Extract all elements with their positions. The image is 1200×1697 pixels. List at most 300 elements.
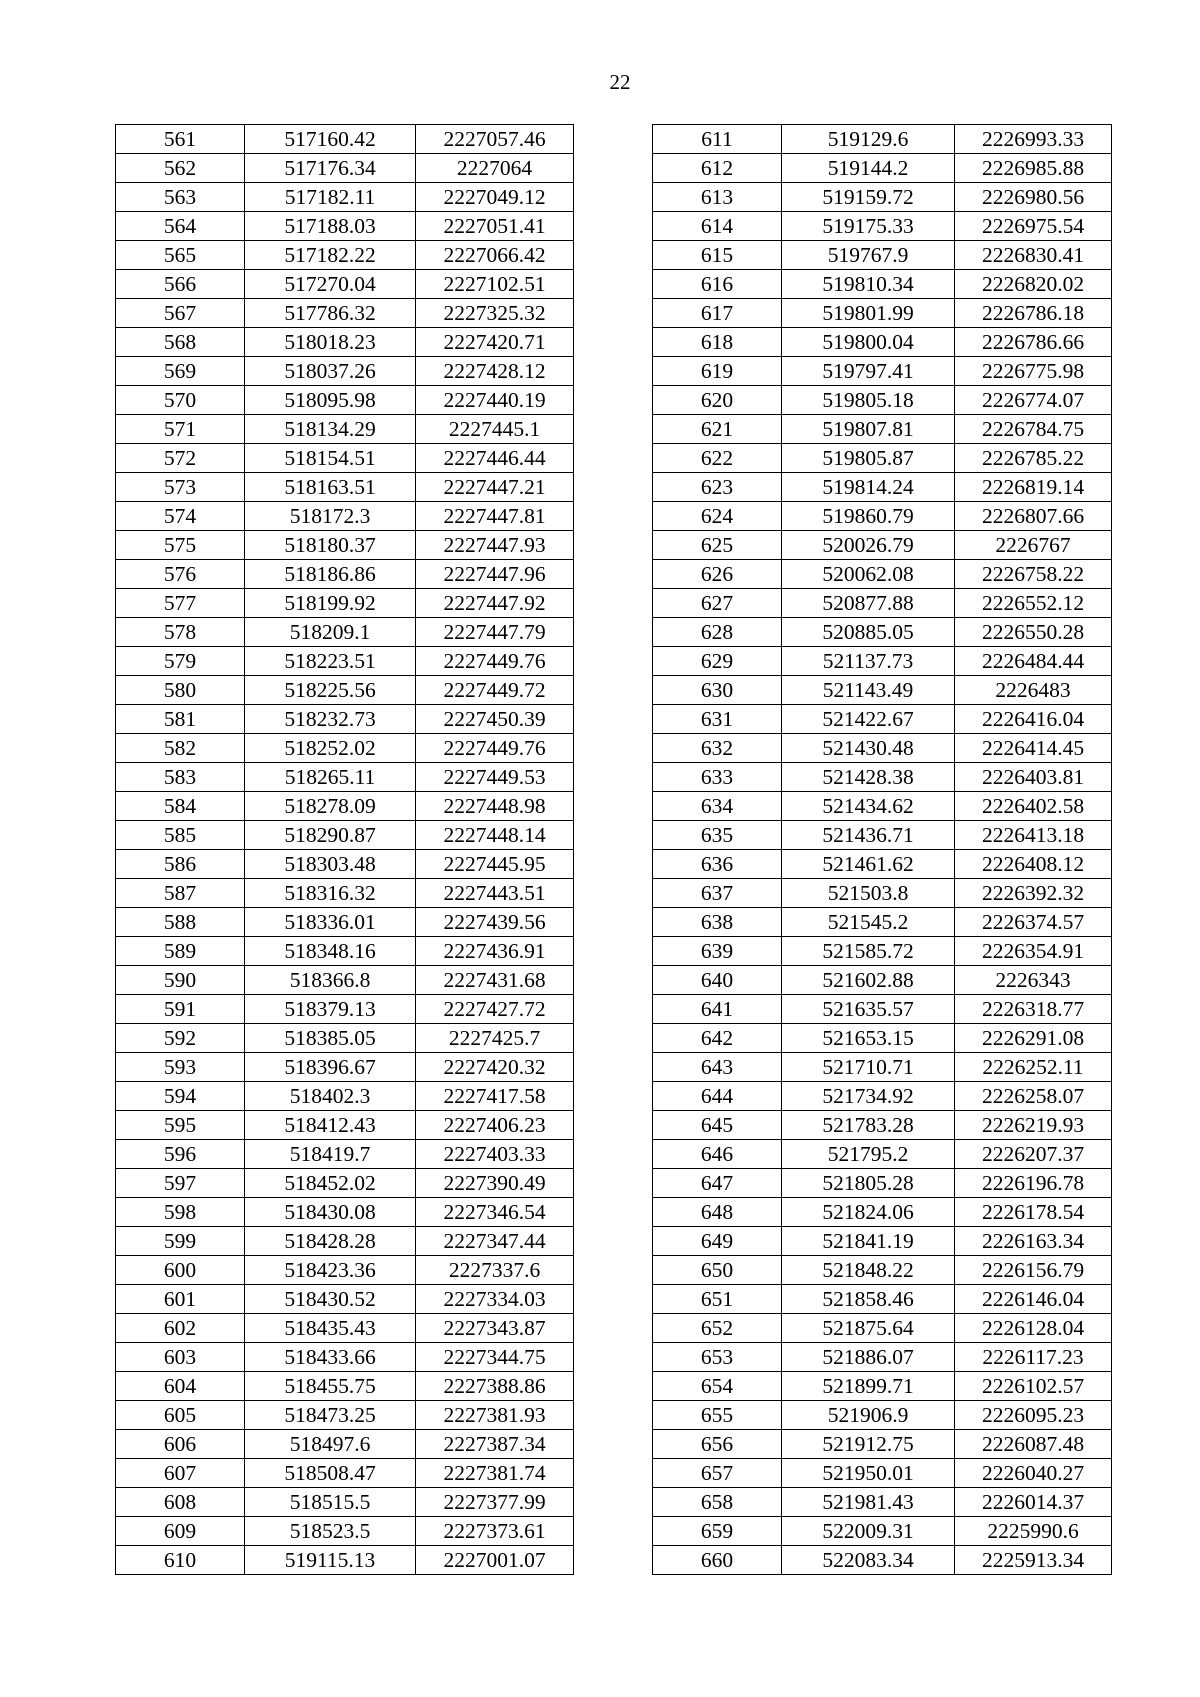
table-row — [653, 1198, 1112, 1227]
point-number-cell: 598 — [116, 1198, 245, 1227]
point-number-cell: 618 — [653, 328, 782, 357]
y-coordinate-cell: 2226258.07 — [955, 1082, 1112, 1111]
x-coordinate-cell: 520062.08 — [782, 560, 955, 589]
table-row — [116, 473, 574, 502]
table-row — [116, 676, 574, 705]
table-row — [653, 212, 1112, 241]
x-coordinate-cell: 521461.62 — [782, 850, 955, 879]
y-coordinate-cell: 2226219.93 — [955, 1111, 1112, 1140]
table-row — [116, 1372, 574, 1401]
x-coordinate-cell: 518265.11 — [245, 763, 416, 792]
x-coordinate-cell: 521824.06 — [782, 1198, 955, 1227]
table-row — [116, 1111, 574, 1140]
point-number-cell: 567 — [116, 299, 245, 328]
x-coordinate-cell: 518396.67 — [245, 1053, 416, 1082]
y-coordinate-cell: 2226819.14 — [955, 473, 1112, 502]
point-number-cell: 641 — [653, 995, 782, 1024]
x-coordinate-cell: 518423.36 — [245, 1256, 416, 1285]
table-row — [116, 850, 574, 879]
table-row — [116, 299, 574, 328]
table-row — [116, 1256, 574, 1285]
x-coordinate-cell: 521434.62 — [782, 792, 955, 821]
table-row — [116, 415, 574, 444]
x-coordinate-cell: 521428.38 — [782, 763, 955, 792]
table-row — [653, 879, 1112, 908]
table-row — [653, 1169, 1112, 1198]
x-coordinate-cell: 522083.34 — [782, 1546, 955, 1575]
table-row — [653, 1053, 1112, 1082]
x-coordinate-cell: 518225.56 — [245, 676, 416, 705]
point-number-cell: 643 — [653, 1053, 782, 1082]
x-coordinate-cell: 517188.03 — [245, 212, 416, 241]
table-row — [653, 125, 1112, 154]
x-coordinate-cell: 518186.86 — [245, 560, 416, 589]
table-row — [653, 1024, 1112, 1053]
table-row — [116, 183, 574, 212]
x-coordinate-cell: 517270.04 — [245, 270, 416, 299]
x-coordinate-cell: 522009.31 — [782, 1517, 955, 1546]
point-number-cell: 574 — [116, 502, 245, 531]
table-row — [653, 270, 1112, 299]
x-coordinate-cell: 521848.22 — [782, 1256, 955, 1285]
y-coordinate-cell: 2227051.41 — [416, 212, 574, 241]
table-row — [116, 125, 574, 154]
x-coordinate-cell: 521734.92 — [782, 1082, 955, 1111]
table-row — [116, 1140, 574, 1169]
x-coordinate-cell: 517182.11 — [245, 183, 416, 212]
x-coordinate-cell: 519144.2 — [782, 154, 955, 183]
table-row — [653, 676, 1112, 705]
y-coordinate-cell: 2227425.7 — [416, 1024, 574, 1053]
point-number-cell: 573 — [116, 473, 245, 502]
point-number-cell: 590 — [116, 966, 245, 995]
x-coordinate-cell: 518134.29 — [245, 415, 416, 444]
y-coordinate-cell: 2226095.23 — [955, 1401, 1112, 1430]
point-number-cell: 615 — [653, 241, 782, 270]
table-row — [116, 328, 574, 357]
y-coordinate-cell: 2227449.76 — [416, 647, 574, 676]
x-coordinate-cell: 518385.05 — [245, 1024, 416, 1053]
table-row — [116, 966, 574, 995]
x-coordinate-cell: 518523.5 — [245, 1517, 416, 1546]
point-number-cell: 629 — [653, 647, 782, 676]
point-number-cell: 650 — [653, 1256, 782, 1285]
x-coordinate-cell: 518379.13 — [245, 995, 416, 1024]
point-number-cell: 595 — [116, 1111, 245, 1140]
table-row — [116, 1053, 574, 1082]
table-row — [653, 386, 1112, 415]
y-coordinate-cell: 2227381.74 — [416, 1459, 574, 1488]
x-coordinate-cell: 521585.72 — [782, 937, 955, 966]
x-coordinate-cell: 519797.41 — [782, 357, 955, 386]
y-coordinate-cell: 2226146.04 — [955, 1285, 1112, 1314]
x-coordinate-cell: 518430.08 — [245, 1198, 416, 1227]
x-coordinate-cell: 519814.24 — [782, 473, 955, 502]
x-coordinate-cell: 519860.79 — [782, 502, 955, 531]
table-row — [116, 1227, 574, 1256]
y-coordinate-cell: 2227447.81 — [416, 502, 574, 531]
x-coordinate-cell: 518290.87 — [245, 821, 416, 850]
point-number-cell: 622 — [653, 444, 782, 473]
table-row — [653, 1546, 1112, 1575]
y-coordinate-cell: 2227448.14 — [416, 821, 574, 850]
table-row — [116, 589, 574, 618]
y-coordinate-cell: 2227403.33 — [416, 1140, 574, 1169]
x-coordinate-cell: 518232.73 — [245, 705, 416, 734]
point-number-cell: 630 — [653, 676, 782, 705]
x-coordinate-cell: 518428.28 — [245, 1227, 416, 1256]
x-coordinate-cell: 521875.64 — [782, 1314, 955, 1343]
table-row — [653, 1488, 1112, 1517]
point-number-cell: 601 — [116, 1285, 245, 1314]
y-coordinate-cell: 2227347.44 — [416, 1227, 574, 1256]
y-coordinate-cell: 2226786.18 — [955, 299, 1112, 328]
point-number-cell: 599 — [116, 1227, 245, 1256]
x-coordinate-cell: 521137.73 — [782, 647, 955, 676]
x-coordinate-cell: 518419.7 — [245, 1140, 416, 1169]
y-coordinate-cell: 2227001.07 — [416, 1546, 574, 1575]
x-coordinate-cell: 520877.88 — [782, 589, 955, 618]
point-number-cell: 565 — [116, 241, 245, 270]
y-coordinate-cell: 2227066.42 — [416, 241, 574, 270]
y-coordinate-cell: 2226402.58 — [955, 792, 1112, 821]
y-coordinate-cell: 2227449.53 — [416, 763, 574, 792]
point-number-cell: 633 — [653, 763, 782, 792]
y-coordinate-cell: 2227440.19 — [416, 386, 574, 415]
table-row — [653, 328, 1112, 357]
table-row — [653, 1285, 1112, 1314]
x-coordinate-cell: 518154.51 — [245, 444, 416, 473]
y-coordinate-cell: 2227420.71 — [416, 328, 574, 357]
table-row — [116, 357, 574, 386]
table-row — [116, 560, 574, 589]
point-number-cell: 607 — [116, 1459, 245, 1488]
x-coordinate-cell: 518199.92 — [245, 589, 416, 618]
table-row — [653, 1459, 1112, 1488]
table-row — [653, 821, 1112, 850]
point-number-cell: 575 — [116, 531, 245, 560]
point-number-cell: 608 — [116, 1488, 245, 1517]
point-number-cell: 647 — [653, 1169, 782, 1198]
y-coordinate-cell: 2226483 — [955, 676, 1112, 705]
x-coordinate-cell: 521805.28 — [782, 1169, 955, 1198]
x-coordinate-cell: 521899.71 — [782, 1372, 955, 1401]
point-number-cell: 603 — [116, 1343, 245, 1372]
x-coordinate-cell: 521710.71 — [782, 1053, 955, 1082]
point-number-cell: 648 — [653, 1198, 782, 1227]
point-number-cell: 635 — [653, 821, 782, 850]
point-number-cell: 584 — [116, 792, 245, 821]
table-row — [653, 154, 1112, 183]
y-coordinate-cell: 2227417.58 — [416, 1082, 574, 1111]
x-coordinate-cell: 521430.48 — [782, 734, 955, 763]
x-coordinate-cell: 518095.98 — [245, 386, 416, 415]
y-coordinate-cell: 2227428.12 — [416, 357, 574, 386]
x-coordinate-cell: 521906.9 — [782, 1401, 955, 1430]
table-row — [116, 1401, 574, 1430]
x-coordinate-cell: 521912.75 — [782, 1430, 955, 1459]
table-row — [653, 502, 1112, 531]
table-row — [653, 1111, 1112, 1140]
table-row — [653, 850, 1112, 879]
table-row — [116, 937, 574, 966]
x-coordinate-cell: 518252.02 — [245, 734, 416, 763]
x-coordinate-cell: 518018.23 — [245, 328, 416, 357]
table-row — [653, 1082, 1112, 1111]
point-number-cell: 566 — [116, 270, 245, 299]
x-coordinate-cell: 518402.3 — [245, 1082, 416, 1111]
y-coordinate-cell: 2227436.91 — [416, 937, 574, 966]
x-coordinate-cell: 518452.02 — [245, 1169, 416, 1198]
table-row — [116, 270, 574, 299]
point-number-cell: 659 — [653, 1517, 782, 1546]
x-coordinate-cell: 518497.6 — [245, 1430, 416, 1459]
y-coordinate-cell: 2226252.11 — [955, 1053, 1112, 1082]
x-coordinate-cell: 518172.3 — [245, 502, 416, 531]
point-number-cell: 571 — [116, 415, 245, 444]
point-number-cell: 570 — [116, 386, 245, 415]
y-coordinate-cell: 2227102.51 — [416, 270, 574, 299]
x-coordinate-cell: 519810.34 — [782, 270, 955, 299]
y-coordinate-cell: 2226178.54 — [955, 1198, 1112, 1227]
y-coordinate-cell: 2226040.27 — [955, 1459, 1112, 1488]
table-row — [116, 995, 574, 1024]
point-number-cell: 621 — [653, 415, 782, 444]
x-coordinate-cell: 518366.8 — [245, 966, 416, 995]
table-row — [653, 966, 1112, 995]
x-coordinate-cell: 521143.49 — [782, 676, 955, 705]
x-coordinate-cell: 518303.48 — [245, 850, 416, 879]
y-coordinate-cell: 2226820.02 — [955, 270, 1112, 299]
y-coordinate-cell: 2225913.34 — [955, 1546, 1112, 1575]
y-coordinate-cell: 2226128.04 — [955, 1314, 1112, 1343]
point-number-cell: 587 — [116, 879, 245, 908]
table-row — [116, 705, 574, 734]
y-coordinate-cell: 2227064 — [416, 154, 574, 183]
y-coordinate-cell: 2226416.04 — [955, 705, 1112, 734]
point-number-cell: 645 — [653, 1111, 782, 1140]
y-coordinate-cell: 2227344.75 — [416, 1343, 574, 1372]
point-number-cell: 597 — [116, 1169, 245, 1198]
point-number-cell: 589 — [116, 937, 245, 966]
point-number-cell: 593 — [116, 1053, 245, 1082]
x-coordinate-cell: 518037.26 — [245, 357, 416, 386]
x-coordinate-cell: 521981.43 — [782, 1488, 955, 1517]
y-coordinate-cell: 2226414.45 — [955, 734, 1112, 763]
y-coordinate-cell: 2227343.87 — [416, 1314, 574, 1343]
point-number-cell: 617 — [653, 299, 782, 328]
table-row — [653, 1314, 1112, 1343]
y-coordinate-cell: 2226980.56 — [955, 183, 1112, 212]
table-row — [653, 792, 1112, 821]
y-coordinate-cell: 2227447.96 — [416, 560, 574, 589]
table-row — [653, 1430, 1112, 1459]
y-coordinate-cell: 2226985.88 — [955, 154, 1112, 183]
point-number-cell: 616 — [653, 270, 782, 299]
table-row — [116, 821, 574, 850]
table-row — [653, 1343, 1112, 1372]
point-number-cell: 625 — [653, 531, 782, 560]
table-row — [116, 1517, 574, 1546]
table-row — [653, 1227, 1112, 1256]
y-coordinate-cell: 2227346.54 — [416, 1198, 574, 1227]
point-number-cell: 610 — [116, 1546, 245, 1575]
y-coordinate-cell: 2227325.32 — [416, 299, 574, 328]
point-number-cell: 592 — [116, 1024, 245, 1053]
x-coordinate-cell: 518336.01 — [245, 908, 416, 937]
x-coordinate-cell: 521422.67 — [782, 705, 955, 734]
table-row — [116, 792, 574, 821]
y-coordinate-cell: 2226196.78 — [955, 1169, 1112, 1198]
y-coordinate-cell: 2226343 — [955, 966, 1112, 995]
point-number-cell: 628 — [653, 618, 782, 647]
point-number-cell: 623 — [653, 473, 782, 502]
point-number-cell: 638 — [653, 908, 782, 937]
table-row — [653, 937, 1112, 966]
point-number-cell: 583 — [116, 763, 245, 792]
point-number-cell: 606 — [116, 1430, 245, 1459]
table-row — [116, 1343, 574, 1372]
point-number-cell: 604 — [116, 1372, 245, 1401]
point-number-cell: 591 — [116, 995, 245, 1024]
point-number-cell: 568 — [116, 328, 245, 357]
point-number-cell: 562 — [116, 154, 245, 183]
table-row — [653, 1401, 1112, 1430]
table-row — [116, 647, 574, 676]
point-number-cell: 660 — [653, 1546, 782, 1575]
x-coordinate-cell: 518515.5 — [245, 1488, 416, 1517]
table-row — [116, 763, 574, 792]
x-coordinate-cell: 518348.16 — [245, 937, 416, 966]
y-coordinate-cell: 2226767 — [955, 531, 1112, 560]
x-coordinate-cell: 520026.79 — [782, 531, 955, 560]
y-coordinate-cell: 2226975.54 — [955, 212, 1112, 241]
point-number-cell: 627 — [653, 589, 782, 618]
y-coordinate-cell: 2227427.72 — [416, 995, 574, 1024]
coordinates-table-right — [652, 124, 1112, 1575]
y-coordinate-cell: 2227445.1 — [416, 415, 574, 444]
x-coordinate-cell: 521436.71 — [782, 821, 955, 850]
y-coordinate-cell: 2226807.66 — [955, 502, 1112, 531]
x-coordinate-cell: 518455.75 — [245, 1372, 416, 1401]
y-coordinate-cell: 2226403.81 — [955, 763, 1112, 792]
page-number: 22 — [609, 70, 631, 94]
y-coordinate-cell: 2226758.22 — [955, 560, 1112, 589]
x-coordinate-cell: 521795.2 — [782, 1140, 955, 1169]
table-row — [653, 908, 1112, 937]
x-coordinate-cell: 518433.66 — [245, 1343, 416, 1372]
y-coordinate-cell: 2227445.95 — [416, 850, 574, 879]
point-number-cell: 631 — [653, 705, 782, 734]
x-coordinate-cell: 519129.6 — [782, 125, 955, 154]
y-coordinate-cell: 2226354.91 — [955, 937, 1112, 966]
x-coordinate-cell: 521858.46 — [782, 1285, 955, 1314]
x-coordinate-cell: 519805.18 — [782, 386, 955, 415]
y-coordinate-cell: 2225990.6 — [955, 1517, 1112, 1546]
point-number-cell: 644 — [653, 1082, 782, 1111]
x-coordinate-cell: 517182.22 — [245, 241, 416, 270]
y-coordinate-cell: 2227448.98 — [416, 792, 574, 821]
table-row — [116, 1024, 574, 1053]
point-number-cell: 569 — [116, 357, 245, 386]
y-coordinate-cell: 2227381.93 — [416, 1401, 574, 1430]
table-row — [116, 908, 574, 937]
table-row — [116, 154, 574, 183]
y-coordinate-cell: 2226830.41 — [955, 241, 1112, 270]
point-number-cell: 609 — [116, 1517, 245, 1546]
y-coordinate-cell: 2226318.77 — [955, 995, 1112, 1024]
point-number-cell: 619 — [653, 357, 782, 386]
table-row — [653, 647, 1112, 676]
table-row — [653, 299, 1112, 328]
point-number-cell: 649 — [653, 1227, 782, 1256]
y-coordinate-cell: 2227334.03 — [416, 1285, 574, 1314]
x-coordinate-cell: 519159.72 — [782, 183, 955, 212]
y-coordinate-cell: 2227449.76 — [416, 734, 574, 763]
y-coordinate-cell: 2226785.22 — [955, 444, 1112, 473]
x-coordinate-cell: 518278.09 — [245, 792, 416, 821]
x-coordinate-cell: 519807.81 — [782, 415, 955, 444]
table-row — [653, 995, 1112, 1024]
table-row — [653, 1517, 1112, 1546]
x-coordinate-cell: 518508.47 — [245, 1459, 416, 1488]
y-coordinate-cell: 2227390.49 — [416, 1169, 574, 1198]
y-coordinate-cell: 2226291.08 — [955, 1024, 1112, 1053]
y-coordinate-cell: 2227439.56 — [416, 908, 574, 937]
y-coordinate-cell: 2226408.12 — [955, 850, 1112, 879]
table-row — [653, 1140, 1112, 1169]
table-row — [653, 357, 1112, 386]
point-number-cell: 653 — [653, 1343, 782, 1372]
table-row — [653, 589, 1112, 618]
y-coordinate-cell: 2226775.98 — [955, 357, 1112, 386]
table-row — [116, 1488, 574, 1517]
y-coordinate-cell: 2226552.12 — [955, 589, 1112, 618]
point-number-cell: 640 — [653, 966, 782, 995]
point-number-cell: 620 — [653, 386, 782, 415]
x-coordinate-cell: 521886.07 — [782, 1343, 955, 1372]
y-coordinate-cell: 2227406.23 — [416, 1111, 574, 1140]
table-row — [116, 386, 574, 415]
y-coordinate-cell: 2226117.23 — [955, 1343, 1112, 1372]
x-coordinate-cell: 518223.51 — [245, 647, 416, 676]
table-row — [653, 473, 1112, 502]
point-number-cell: 563 — [116, 183, 245, 212]
x-coordinate-cell: 521841.19 — [782, 1227, 955, 1256]
table-row — [116, 502, 574, 531]
y-coordinate-cell: 2226087.48 — [955, 1430, 1112, 1459]
x-coordinate-cell: 521545.2 — [782, 908, 955, 937]
point-number-cell: 612 — [653, 154, 782, 183]
x-coordinate-cell: 519175.33 — [782, 212, 955, 241]
x-coordinate-cell: 517786.32 — [245, 299, 416, 328]
point-number-cell: 582 — [116, 734, 245, 763]
table-row — [653, 560, 1112, 589]
point-number-cell: 576 — [116, 560, 245, 589]
point-number-cell: 578 — [116, 618, 245, 647]
point-number-cell: 636 — [653, 850, 782, 879]
table-row — [653, 415, 1112, 444]
table-body — [653, 125, 1112, 1575]
x-coordinate-cell: 521635.57 — [782, 995, 955, 1024]
table-row — [116, 1285, 574, 1314]
point-number-cell: 624 — [653, 502, 782, 531]
x-coordinate-cell: 519115.13 — [245, 1546, 416, 1575]
y-coordinate-cell: 2227049.12 — [416, 183, 574, 212]
x-coordinate-cell: 518163.51 — [245, 473, 416, 502]
point-number-cell: 580 — [116, 676, 245, 705]
table-row — [116, 1314, 574, 1343]
